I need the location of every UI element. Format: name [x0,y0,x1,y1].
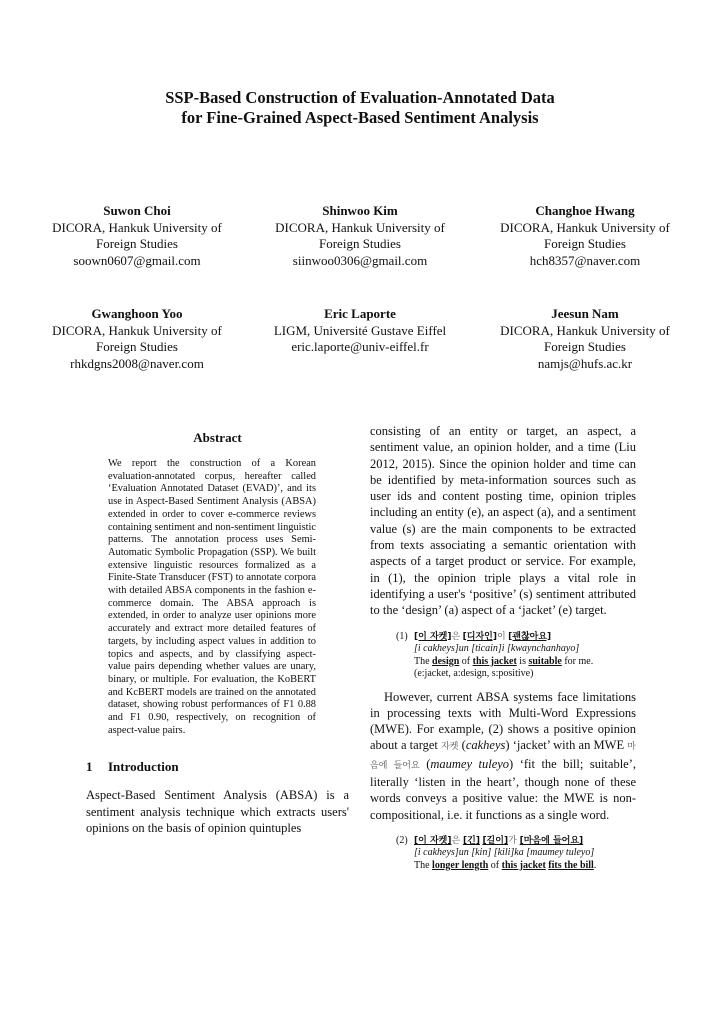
author-block [470,203,700,269]
section-heading [86,759,349,775]
author-affiliation: DICORA, Hankuk University of [500,322,670,338]
author-email[interactable]: soown0607@gmail.com [73,252,201,268]
korean-particle: 은 [451,835,464,846]
korean-target: [이 자켓] [414,835,452,846]
gloss-target: this jacket [472,655,517,667]
text-run: ( [458,738,466,753]
abstract-heading: Abstract [193,430,242,445]
author-affiliation: Foreign Studies [96,339,178,354]
author-name: Changhoe Hwang [535,203,635,218]
author-affiliation: Foreign Studies [544,339,626,354]
author-affiliation: DICORA, Hankuk University of [275,219,445,235]
author-block [470,306,700,372]
example-gloss [414,860,636,873]
text-run: ) ‘jacket’ with an MWE [505,738,628,753]
author-name: Jeesun Nam [551,306,619,321]
korean-particle: 이 [496,631,506,642]
korean-modifier: [긴] [463,835,480,846]
gloss-text: for me. [561,655,594,667]
transliteration: maumey tuleyo [430,756,510,771]
korean-word: 마음에 들어요 [370,742,636,771]
text-run: ) ‘fit the bill; suitable’, literally ‘listen in the heart’, though none of these words conveys a positive value: the MWE is non-compositional, i.e. it functions as a single word. [370,756,636,822]
title-line-2: for Fine-Grained Aspect-Based Sentiment Analysis [181,108,539,127]
korean-aspect: [디자인] [462,631,497,642]
left-column [86,426,349,836]
author-affiliation: LIGM, Université Gustave Eiffel [273,322,447,338]
text-run: ( [419,756,431,771]
example-2 [370,835,636,873]
example-triple: (e:jacket, a:design, s:positive) [414,668,534,680]
author-email[interactable]: rhkdgns2008@naver.com [70,355,204,371]
example-transliteration: [i cakheys]un [ticain]i [kwaynchanhayo] [414,643,580,655]
gloss-text: The [414,655,433,667]
text-run: However, current ABSA systems face limitations in processing texts with Multi-Word Expressions (MWE). For example, (2) shows a positive opinion about a target [370,689,636,753]
example-gloss [414,656,636,669]
gloss-text: is [516,655,529,667]
korean-word: 자켓 [441,742,459,753]
author-name: Gwanghoon Yoo [91,306,183,321]
gloss-target: this jacket [501,859,546,871]
author-name: Shinwoo Kim [322,203,398,218]
right-column [370,426,636,880]
author-email[interactable]: namjs@hufs.ac.kr [537,355,633,371]
example-lines [414,631,636,681]
example-1 [370,631,636,681]
korean-particle: 가 [508,835,520,846]
author-name: Eric Laporte [324,306,396,321]
korean-aspect: [길이] [482,835,509,846]
gloss-text: The [414,859,433,871]
author-block [22,306,252,372]
transliteration: cakheys [465,738,506,753]
example-korean [414,631,636,644]
abstract-body: We report the construction of a Korean evaluation-annotated corpus, hereafter called ‘Evaluation Annotated Dataset (EVAD)’, and its use in Aspect-Based Sentiment Analysis (ABSA) extended in order to cover e-commerce reviews containing sentiment and non-sentiment linguistic patterns. The annotation process uses Semi-Automatic Symbolic Propagation (SSP). We built extensive linguistic resources formalized as a Finite-State Transducer (FST) to annotate corpora with detailed ABSA components in the fashion e-commerce domain. The ABSA approach is extended, in order to analyze user opinions more accurately and extract more detailed features of targets, by including aspect values in addition to topics and aspects, and by classifying aspect-value pairs depending whether values are unary, binary, or multiple. For evaluation, the KoBERT and KcBERT models are trained on the annotated dataset, showing robust performances of F1 0.88 and F1 0.90, respectively, on recognition of aspect-value pairs. [108,458,316,736]
example-number: (2) [396,834,408,846]
section-number: 1 [86,759,93,775]
example-number: (1) [396,630,408,642]
example-lines [414,835,636,873]
author-email[interactable]: hch8357@naver.com [529,252,641,268]
korean-value: [마음에 들어요] [519,835,584,846]
korean-target: [이 자켓] [414,631,452,642]
section-title: Introduction [108,759,179,775]
korean-value: [괜찮아요] [508,631,552,642]
gloss-aspect: design [432,655,460,667]
gloss-text: of [459,655,473,667]
author-name: Suwon Choi [103,203,171,218]
author-affiliation: DICORA, Hankuk University of [52,219,222,235]
gloss-value: fits the bill [548,859,594,871]
gloss-value: suitable [528,655,562,667]
author-email[interactable]: eric.laporte@univ-eiffel.fr [291,339,429,354]
example-transliteration: [i cakheys]un [kin] [kili]ka [maumey tuleyo] [414,847,595,859]
korean-particle: 은 [451,631,461,642]
body-paragraph: consisting of an entity or target, an aspect, a sentiment value, an opinion holder, and a time (Liu 2012, 2015). Since the opinion holder and time can be identified by meta-information sources such as user ids and content posting time, opinion triples including an entity (e), an aspect (a), and a sentiment value (s) are the main components to be extracted from texts associating a semantic orientation with aspects of a target product or service. For example, in (1), the opinion triple plays a vital role in identifying a user's ‘positive’ (s) sentiment attributed to the ‘design’ (a) aspect of a ‘jacket’ (e) target. [370,424,636,618]
author-block [245,306,475,356]
author-affiliation: Foreign Studies [544,236,626,251]
paper-title [0,88,720,128]
gloss-aspect: longer length [432,859,489,871]
intro-paragraph: Aspect-Based Sentiment Analysis (ABSA) is a sentiment analysis technique which extracts users' opinions on the basis of opinion quintuples [86,788,349,836]
author-affiliation: Foreign Studies [319,236,401,251]
author-block [22,203,252,269]
author-affiliation: DICORA, Hankuk University of [500,219,670,235]
title-line-1: SSP-Based Construction of Evaluation-Annotated Data [165,88,555,107]
body-paragraph [370,689,636,823]
gloss-text: . [593,859,597,871]
author-affiliation: DICORA, Hankuk University of [52,322,222,338]
gloss-text: of [488,859,502,871]
author-block [245,203,475,269]
author-email[interactable]: siinwoo0306@gmail.com [292,252,428,268]
author-affiliation: Foreign Studies [96,236,178,251]
example-korean [414,835,636,848]
